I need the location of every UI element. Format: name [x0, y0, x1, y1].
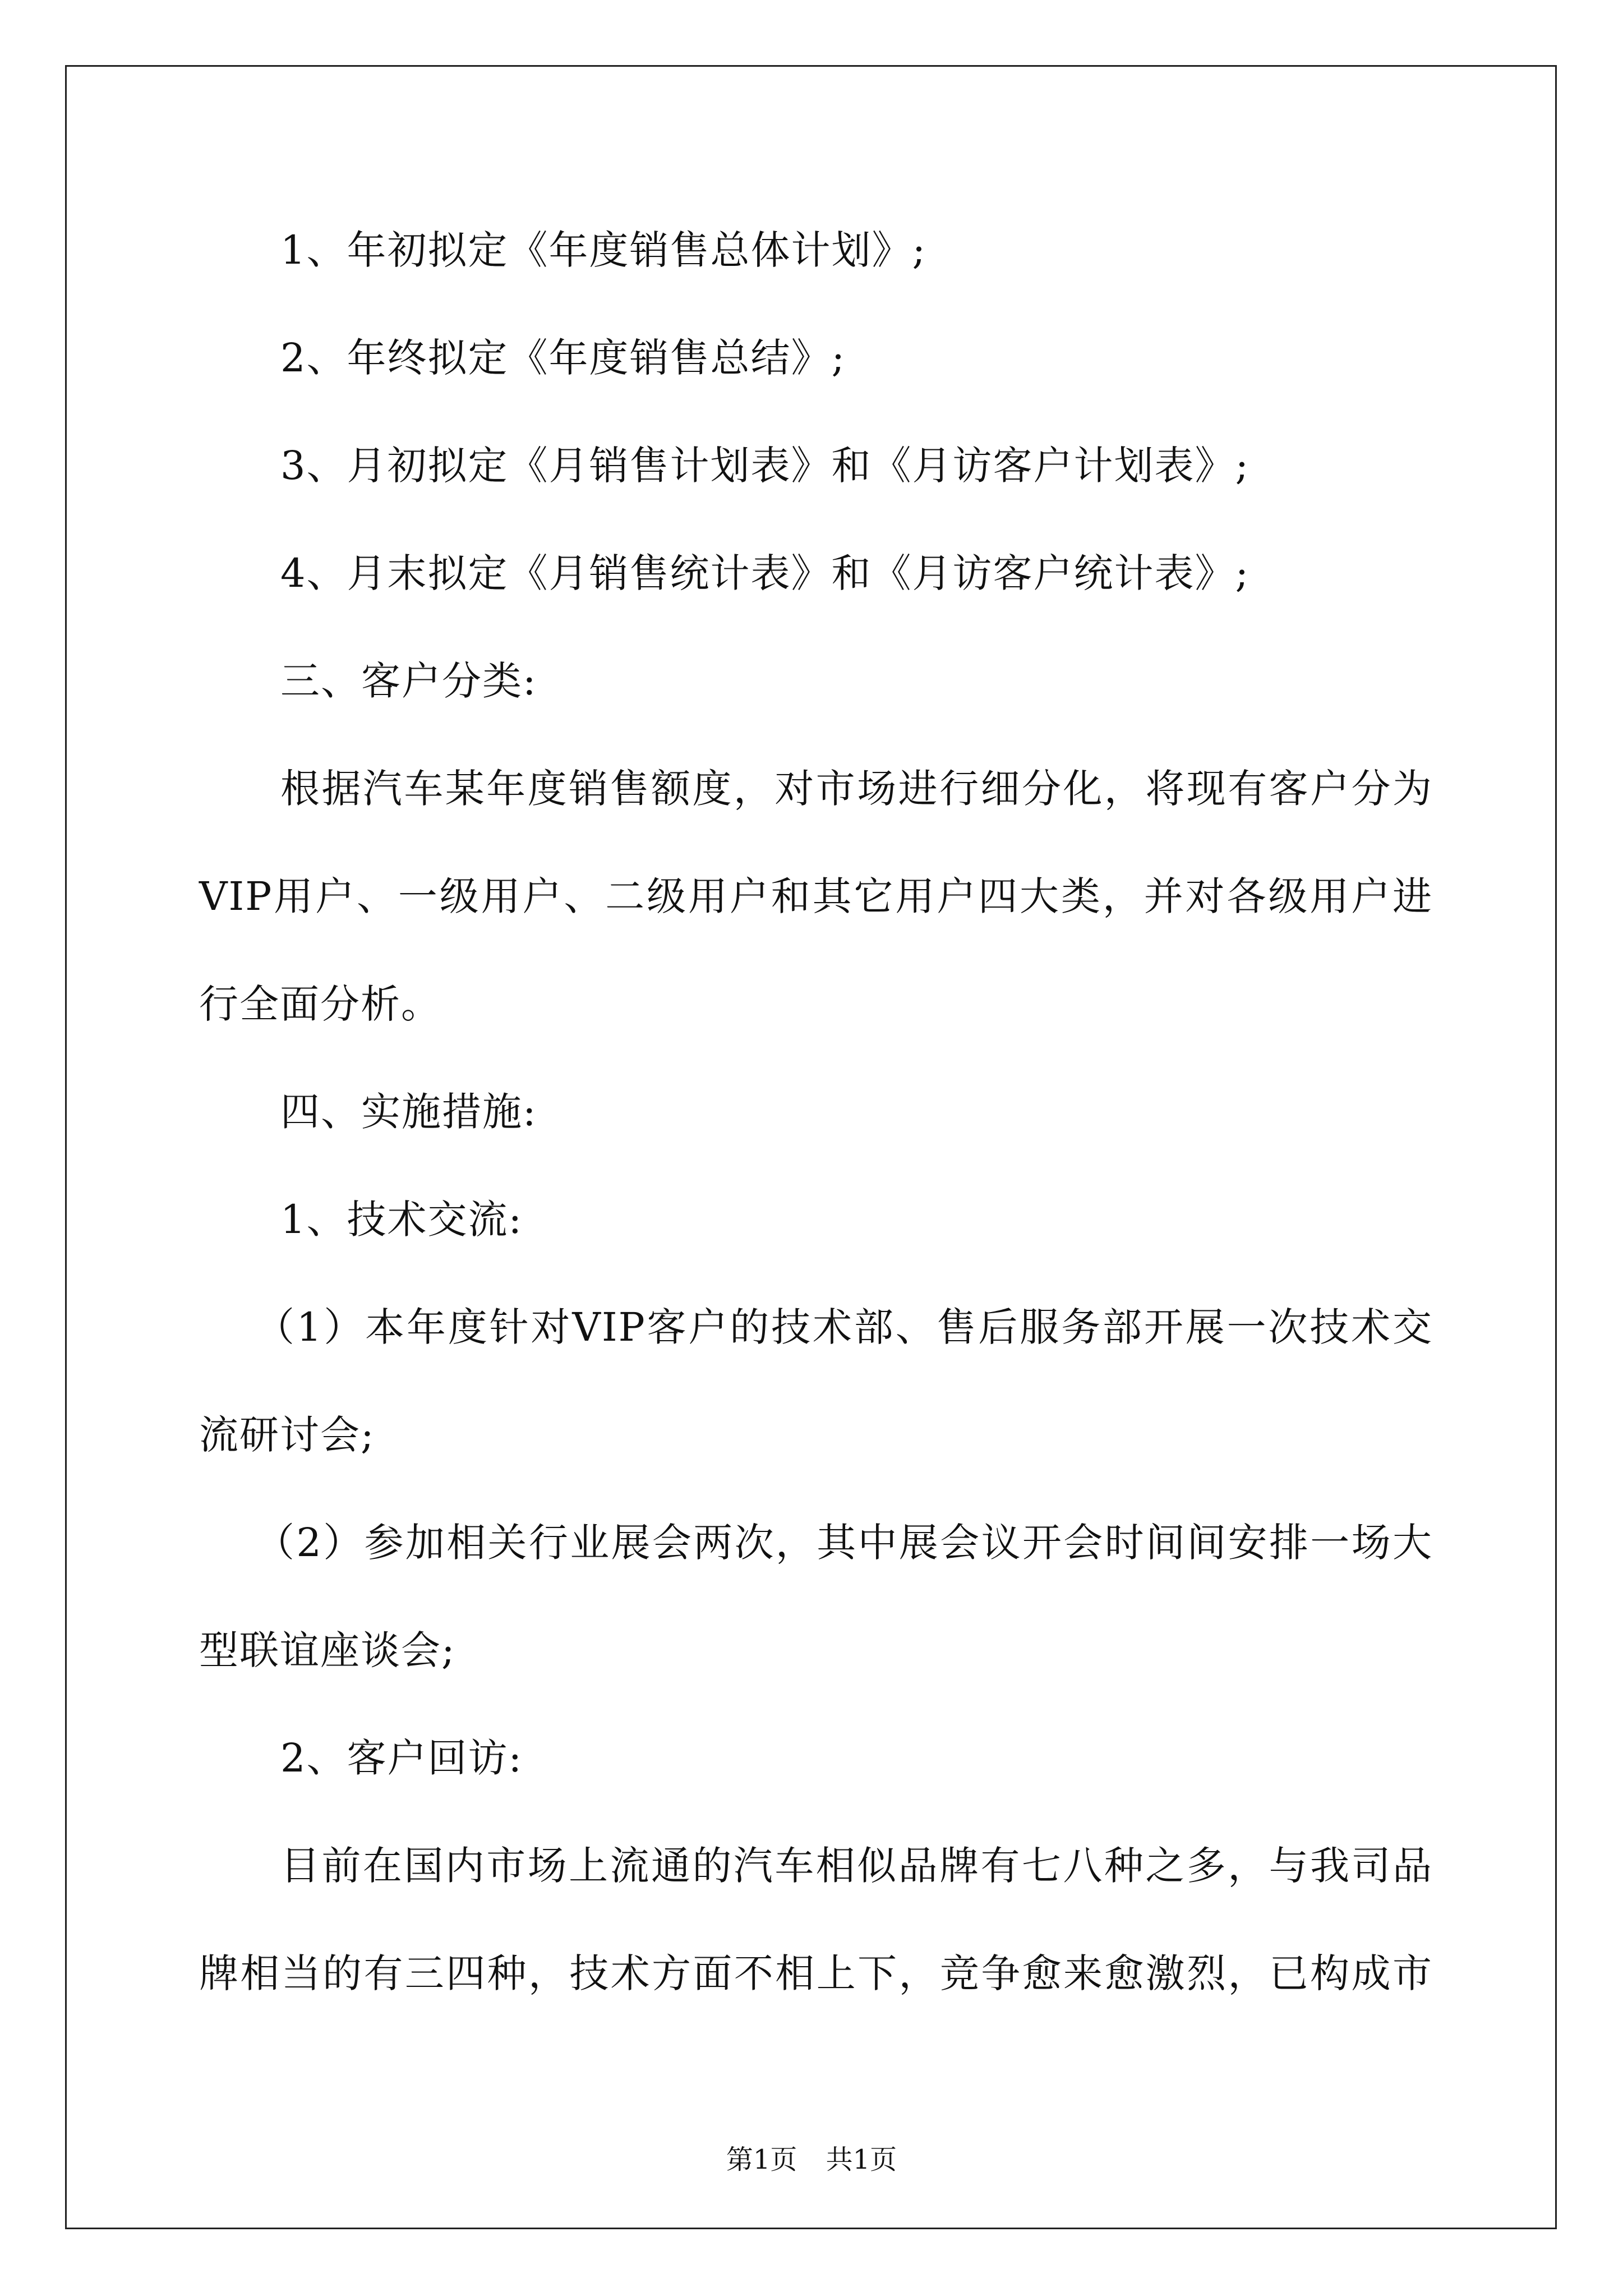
paragraph-line: 目前在国内市场上流通的汽车相似品牌有七八种之多，与我司品 — [280, 1843, 1433, 1889]
page-number: 第1页 — [726, 2144, 797, 2175]
paragraph-line: 行全面分析。 — [199, 981, 441, 1027]
list-item: 3、月初拟定《月销售计划表》和《月访客户计划表》; — [280, 443, 1250, 489]
paragraph-line: 流研讨会; — [199, 1412, 375, 1458]
paragraph-line: （1）本年度针对VIP客户的技术部、售后服务部开展一次技术交 — [255, 1304, 1433, 1350]
page-footer — [0, 2143, 1623, 2177]
section-heading: 四、实施措施: — [280, 1089, 537, 1135]
section-heading: 三、客户分类: — [280, 658, 537, 704]
list-item: 1、年初拟定《年度销售总体计划》; — [280, 227, 927, 273]
paragraph-line: VIP用户、一级用户、二级用户和其它用户四大类，并对各级用户进 — [199, 873, 1433, 919]
page-total: 共1页 — [826, 2144, 897, 2175]
list-item: 2、年终拟定《年度销售总结》; — [280, 335, 846, 381]
paragraph-line: 型联谊座谈会; — [199, 1627, 456, 1673]
paragraph-line: 牌相当的有三四种，技术方面不相上下，竞争愈来愈激烈，已构成市 — [199, 1950, 1433, 1996]
subsection-heading: 1、技术交流: — [280, 1197, 523, 1243]
subsection-heading: 2、客户回访: — [280, 1735, 523, 1781]
paragraph-line: （2）参加相关行业展会两次，其中展会议开会时间间安排一场大 — [255, 1520, 1433, 1566]
paragraph-line: 根据汽车某年度销售额度，对市场进行细分化，将现有客户分为 — [280, 766, 1433, 812]
page-frame — [65, 65, 1557, 2229]
list-item: 4、月末拟定《月销售统计表》和《月访客户统计表》; — [280, 550, 1250, 596]
